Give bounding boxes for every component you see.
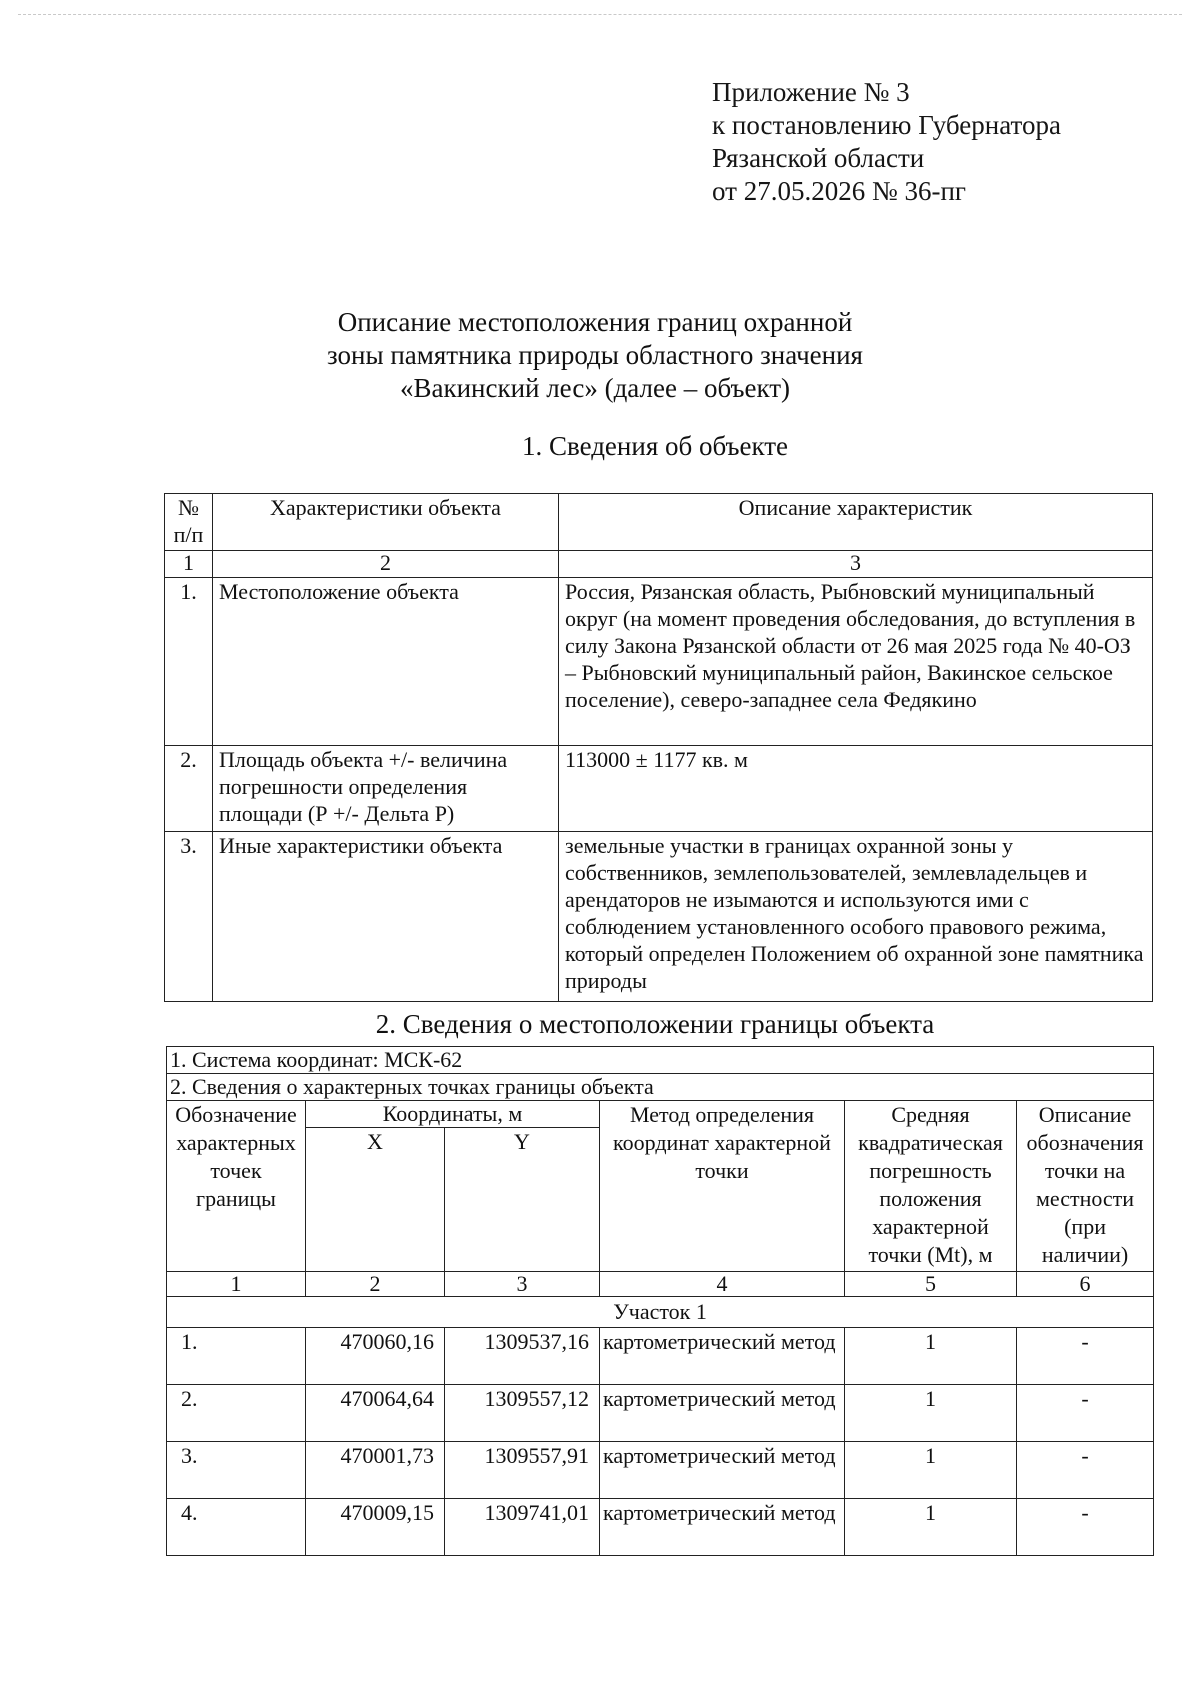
point-desc: - [1017, 1442, 1154, 1499]
point-mt: 1 [845, 1499, 1017, 1556]
section1-heading: 1. Сведения об объекте [521, 431, 789, 461]
table-row [165, 832, 1153, 1002]
header-cell: Описание обозначения точки на местности (при наличии) [1017, 1101, 1154, 1272]
header-cell: X [306, 1128, 445, 1272]
row-name: Иные характеристики объекта [213, 832, 559, 1002]
table-row [167, 1499, 1154, 1556]
point-mt: 1 [845, 1442, 1017, 1499]
point-y: 1309537,16 [445, 1328, 600, 1385]
column-number: 5 [845, 1272, 1017, 1297]
point-y: 1309557,12 [445, 1385, 600, 1442]
title-line: «Вакинский лес» (далее – объект) [399, 373, 791, 403]
point-mt: 1 [845, 1328, 1017, 1385]
point-x: 470064,64 [306, 1385, 445, 1442]
annex-line: от 27.05.2026 № 36-пг [712, 176, 966, 206]
point-id: 2. [167, 1385, 306, 1442]
point-method: картометрический метод [600, 1328, 845, 1385]
annex-block [712, 76, 1061, 208]
table-row [167, 1328, 1154, 1385]
row-number: 3. [165, 832, 213, 1002]
column-number: 4 [600, 1272, 845, 1297]
header-cell: № п/п [165, 494, 213, 551]
column-number: 2 [306, 1272, 445, 1297]
header-cell: Средняя квадратическая погрешность положения характерной точки (Mt), м [845, 1101, 1017, 1272]
table-row [167, 1047, 1154, 1074]
row-description: 113000 ± 1177 кв. м [559, 746, 1153, 832]
object-info-table [164, 493, 1153, 1002]
table-row [167, 1074, 1154, 1101]
point-id: 1. [167, 1328, 306, 1385]
coord-system: 1. Система координат: МСК-62 [167, 1047, 1154, 1074]
column-number-row [165, 551, 1153, 578]
point-x: 470001,73 [306, 1442, 445, 1499]
scan-border [18, 14, 1182, 15]
table-row [167, 1442, 1154, 1499]
boundary-points-table [166, 1046, 1154, 1556]
annex-line: Рязанской области [712, 143, 925, 173]
point-desc: - [1017, 1499, 1154, 1556]
point-mt: 1 [845, 1385, 1017, 1442]
section2-heading: 2. Сведения о местоположении границы объекта [375, 1009, 935, 1039]
column-number: 3 [445, 1272, 600, 1297]
table-row [167, 1385, 1154, 1442]
annex-line: Приложение № 3 [712, 77, 910, 107]
part-label: Участок 1 [167, 1297, 1154, 1328]
column-number: 6 [1017, 1272, 1154, 1297]
row-number: 1. [165, 578, 213, 746]
annex-line: к постановлению Губернатора [712, 110, 1061, 140]
point-desc: - [1017, 1328, 1154, 1385]
point-x: 470060,16 [306, 1328, 445, 1385]
table-header-row [165, 494, 1153, 551]
row-description: земельные участки в границах охранной зоны у собственников, землепользователей, землевладельцев и арендаторов не изымаются и используются ими с соблюдением установленного особого правового режима, который определен Положением об охранной зоне памятника природы [559, 832, 1153, 1002]
header-cell: Координаты, м [306, 1101, 600, 1128]
table-header-row [167, 1101, 1154, 1128]
point-y: 1309557,91 [445, 1442, 600, 1499]
table-row [165, 578, 1153, 746]
title-line: Описание местоположения границ охранной [337, 307, 853, 337]
header-cell: Обозначение характерных точек границы [167, 1101, 306, 1272]
row-name: Площадь объекта +/- величина погрешности определения площади (Р +/- Дельта Р) [213, 746, 559, 832]
row-description: Россия, Рязанская область, Рыбновский муниципальный округ (на момент проведения обследования, до вступления в силу Закона Рязанской области от 26 мая 2025 года № 40-ОЗ – Рыбновский муниципальный район, Вакинское сельское поселение), северо-западнее села Федякино [559, 578, 1153, 746]
point-id: 3. [167, 1442, 306, 1499]
title-line: зоны памятника природы областного значения [327, 340, 863, 370]
table-row [165, 746, 1153, 832]
row-name: Местоположение объекта [213, 578, 559, 746]
part-row [167, 1297, 1154, 1328]
column-number: 1 [165, 551, 213, 578]
header-cell: Описание характеристик [559, 494, 1153, 551]
point-desc: - [1017, 1385, 1154, 1442]
column-number: 2 [213, 551, 559, 578]
points-title: 2. Сведения о характерных точках границы объекта [167, 1074, 1154, 1101]
point-y: 1309741,01 [445, 1499, 600, 1556]
point-method: картометрический метод [600, 1499, 845, 1556]
point-id: 4. [167, 1499, 306, 1556]
point-method: картометрический метод [600, 1442, 845, 1499]
row-number: 2. [165, 746, 213, 832]
column-number: 3 [559, 551, 1153, 578]
column-number-row [167, 1272, 1154, 1297]
header-cell: Характеристики объекта [213, 494, 559, 551]
point-method: картометрический метод [600, 1385, 845, 1442]
header-cell: Метод определения координат характерной точки [600, 1101, 845, 1272]
point-x: 470009,15 [306, 1499, 445, 1556]
document-title [200, 306, 990, 405]
column-number: 1 [167, 1272, 306, 1297]
header-cell: Y [445, 1128, 600, 1272]
